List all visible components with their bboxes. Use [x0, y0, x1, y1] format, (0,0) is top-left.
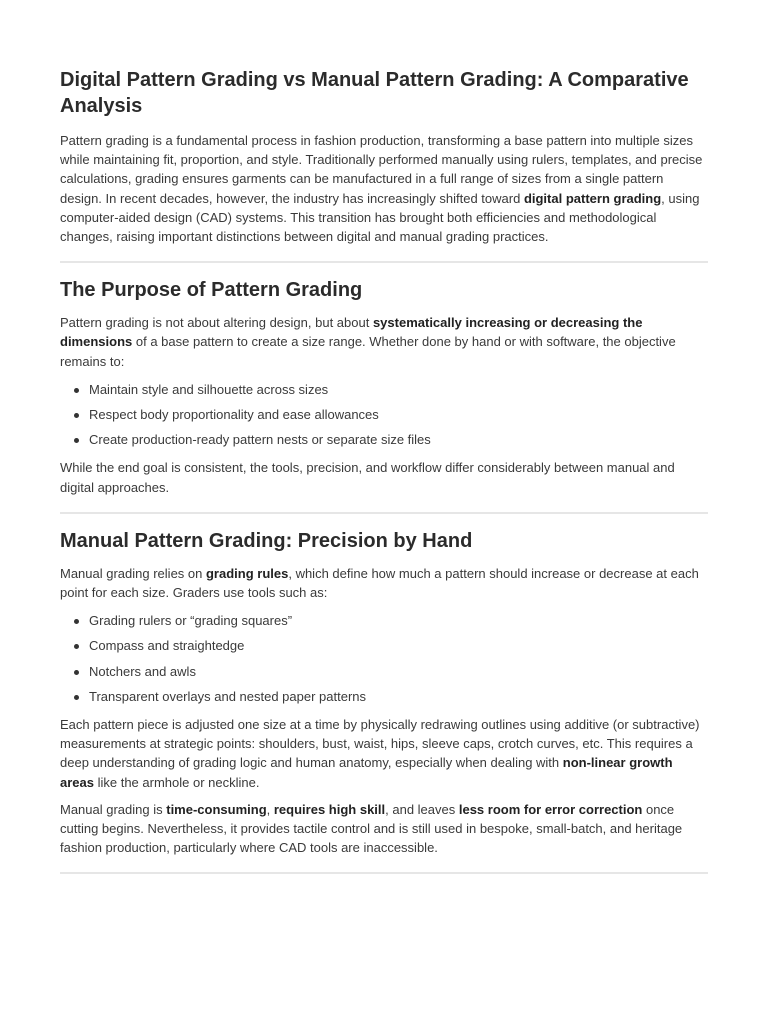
intro-paragraph [60, 131, 708, 246]
manual-bold-1: grading rules [205, 565, 289, 581]
list-item: Respect body proportionality and ease allowances [60, 405, 708, 424]
manual-paragraph-3 [60, 800, 708, 858]
purpose-text-1: Pattern grading is not about altering design, but about [60, 315, 373, 331]
list-item: Create production-ready pattern nests or separate size files [60, 430, 708, 449]
manual-p3-text-1: Manual grading is [60, 801, 167, 817]
purpose-paragraph-2: While the end goal is consistent, the tools, precision, and workflow differ considerably between manual and digital approaches. [60, 460, 675, 495]
manual-p3-text-2: , [266, 801, 274, 817]
manual-p3-bold-2: requires high skill [273, 801, 386, 817]
purpose-paragraph-1 [60, 313, 708, 371]
intro-text-1: Pattern grading is a fundamental process in fashion production, transforming a base pattern into multiple sizes while maintaining fit, proportion, and style. Traditionally performed manually using rulers, templates, and precise calculations, grading ensures garments can be manufactured in a full range of sizes from a single pattern design. In recent decades, however, the industry has increasingly shifted toward [60, 133, 703, 206]
section-divider [60, 261, 708, 263]
manual-paragraph-1 [60, 564, 708, 602]
manual-p3-bold-3: less room for error correction [458, 801, 643, 817]
manual-tools-list [60, 611, 708, 706]
purpose-list [60, 380, 708, 450]
section-divider [60, 512, 708, 514]
manual-p3-text-3: , and leaves [385, 801, 459, 817]
section-divider [60, 872, 708, 874]
list-item: Notchers and awls [60, 662, 708, 681]
intro-text-2: , using computer-aided design (CAD) systems. This transition has brought both efficiencies and methodological changes, raising important distinctions between digital and manual grading practices. [60, 190, 700, 245]
manual-p3-bold-1: time-consuming [166, 801, 267, 817]
section-heading-manual: Manual Pattern Grading: Precision by Hand [60, 529, 473, 552]
list-item: Grading rulers or “grading squares” [60, 611, 708, 630]
manual-p3-text-4: once cutting begins. Nevertheless, it provides tactile control and is still used in bespoke, small-batch, and heritage fashion production, particularly where CAD tools are inaccessible. [60, 801, 683, 856]
list-item: Compass and straightedge [60, 636, 708, 655]
manual-p2-text-2: like the armhole or neckline. [93, 774, 260, 790]
manual-paragraph-2 [60, 715, 708, 792]
list-item: Maintain style and silhouette across sizes [60, 380, 708, 399]
manual-p2-text-1: Each pattern piece is adjusted one size at a time by physically redrawing outlines using additive (or subtractive) measurements at strategic points: shoulders, bust, waist, hips, sleeve caps, crotch curves, etc. This requires a deep understanding of grading logic and human anatomy, especially when dealing with [60, 717, 700, 771]
manual-text-1: Manual grading relies on [60, 565, 206, 581]
manual-p2-bold-1: non-linear growth areas [60, 755, 673, 790]
purpose-bold-1: systematically increasing or decreasing the dimensions [60, 315, 643, 350]
section-heading-purpose: The Purpose of Pattern Grading [60, 279, 363, 302]
intro-bold-1: digital pattern grading [523, 190, 662, 206]
list-item: Transparent overlays and nested paper patterns [60, 687, 708, 706]
page-title: Digital Pattern Grading vs Manual Pattern Grading: A Comparative Analysis [60, 69, 689, 117]
purpose-text-2: of a base pattern to create a size range. Whether done by hand or with software, the objective remains to: [60, 334, 676, 369]
manual-text-2: , which define how much a pattern should increase or decrease at each point for each size. Graders use tools such as: [60, 565, 699, 601]
